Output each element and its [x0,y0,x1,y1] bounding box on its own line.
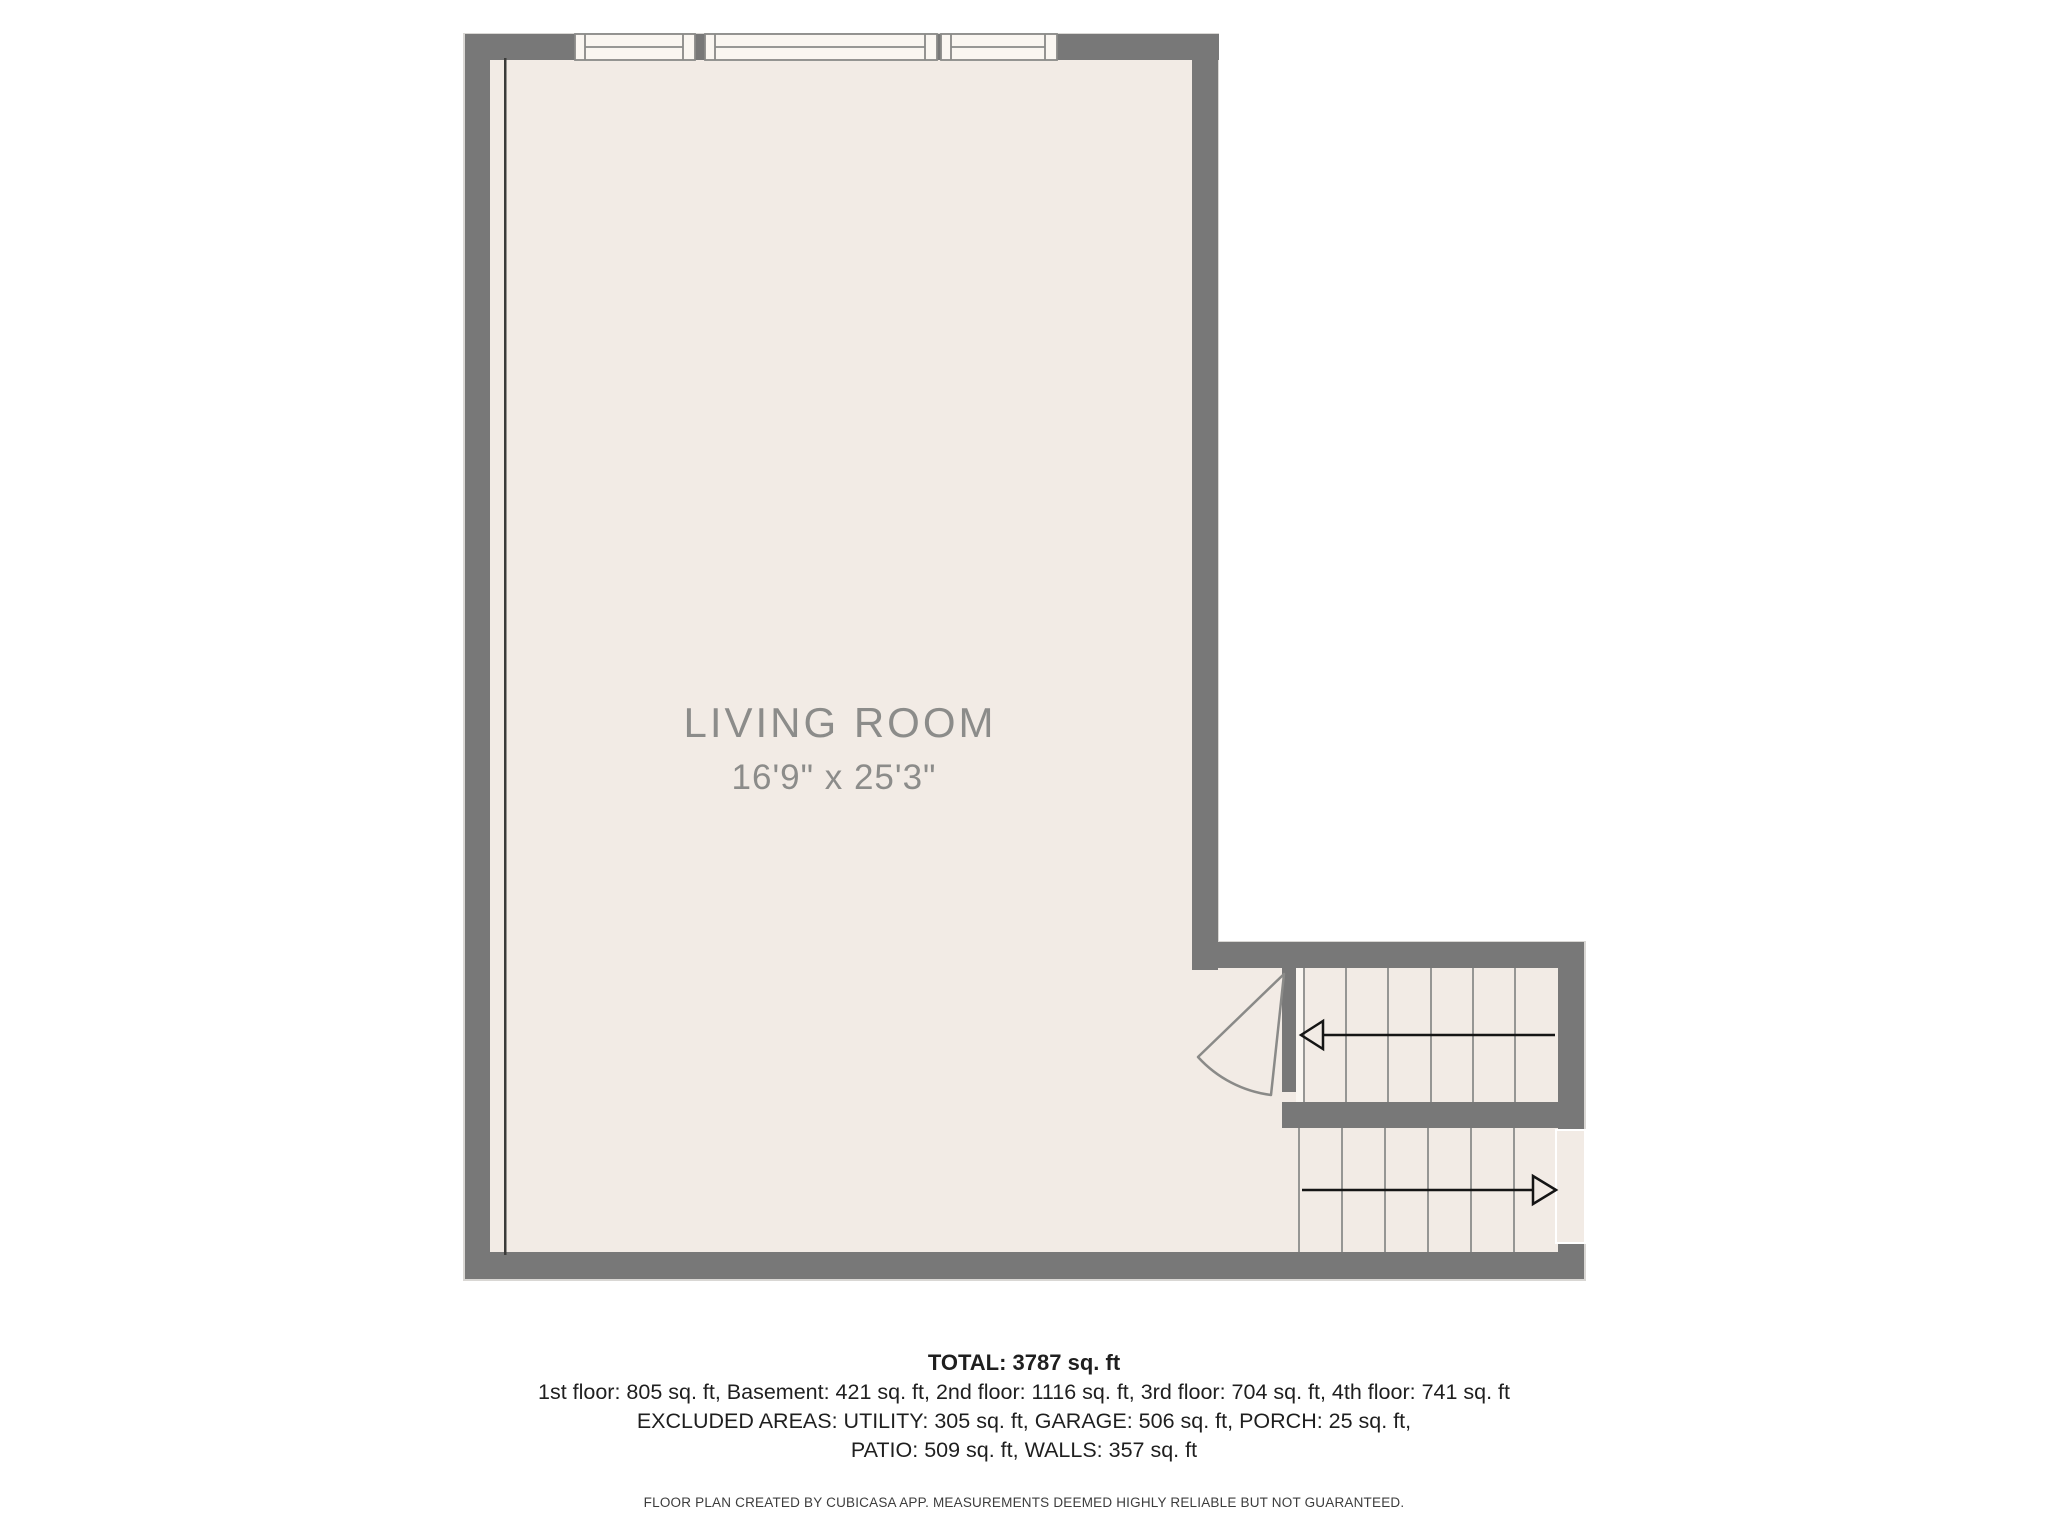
wall-right-main [1192,34,1218,970]
disclaimer-text: FLOOR PLAN CREATED BY CUBICASA APP. MEASUREMENTS DEEMED HIGHLY RELIABLE BUT NOT GUARANTEED. [643,1495,1405,1510]
window-3 [941,34,1057,60]
window-1 [575,34,695,60]
windows [575,34,1057,60]
floor-areas-text: 1st floor: 805 sq. ft, Basement: 421 sq. ft, 2nd floor: 1116 sq. ft, 3rd floor: 704 sq. ft, 4th floor: 741 sq. ft [537,1380,1511,1404]
wall-left [465,34,490,1279]
wall-opening [1556,1130,1585,1243]
total-area-text: TOTAL: 3787 sq. ft [927,1350,1121,1375]
room-dimensions: 16'9" x 25'3" [731,758,937,797]
wall-bottom [465,1252,1584,1279]
wall-door-jamb-stub [1282,968,1296,1092]
wall-extension-right-upper [1558,942,1584,1130]
window-2 [705,34,937,60]
excluded-areas-text-line1: EXCLUDED AREAS: UTILITY: 305 sq. ft, GARAGE: 506 sq. ft, PORCH: 25 sq. ft, [636,1409,1412,1433]
wall-extension-top [1192,942,1584,968]
room-label: LIVING ROOM [683,699,997,746]
wall-extension-right-lower [1558,1243,1584,1279]
left-wall-rail-line [504,58,507,1255]
wall-stair-divider [1282,1102,1584,1128]
excluded-areas-text-line2: PATIO: 509 sq. ft, WALLS: 357 sq. ft [850,1438,1198,1462]
living-room-floor [490,58,1193,1255]
